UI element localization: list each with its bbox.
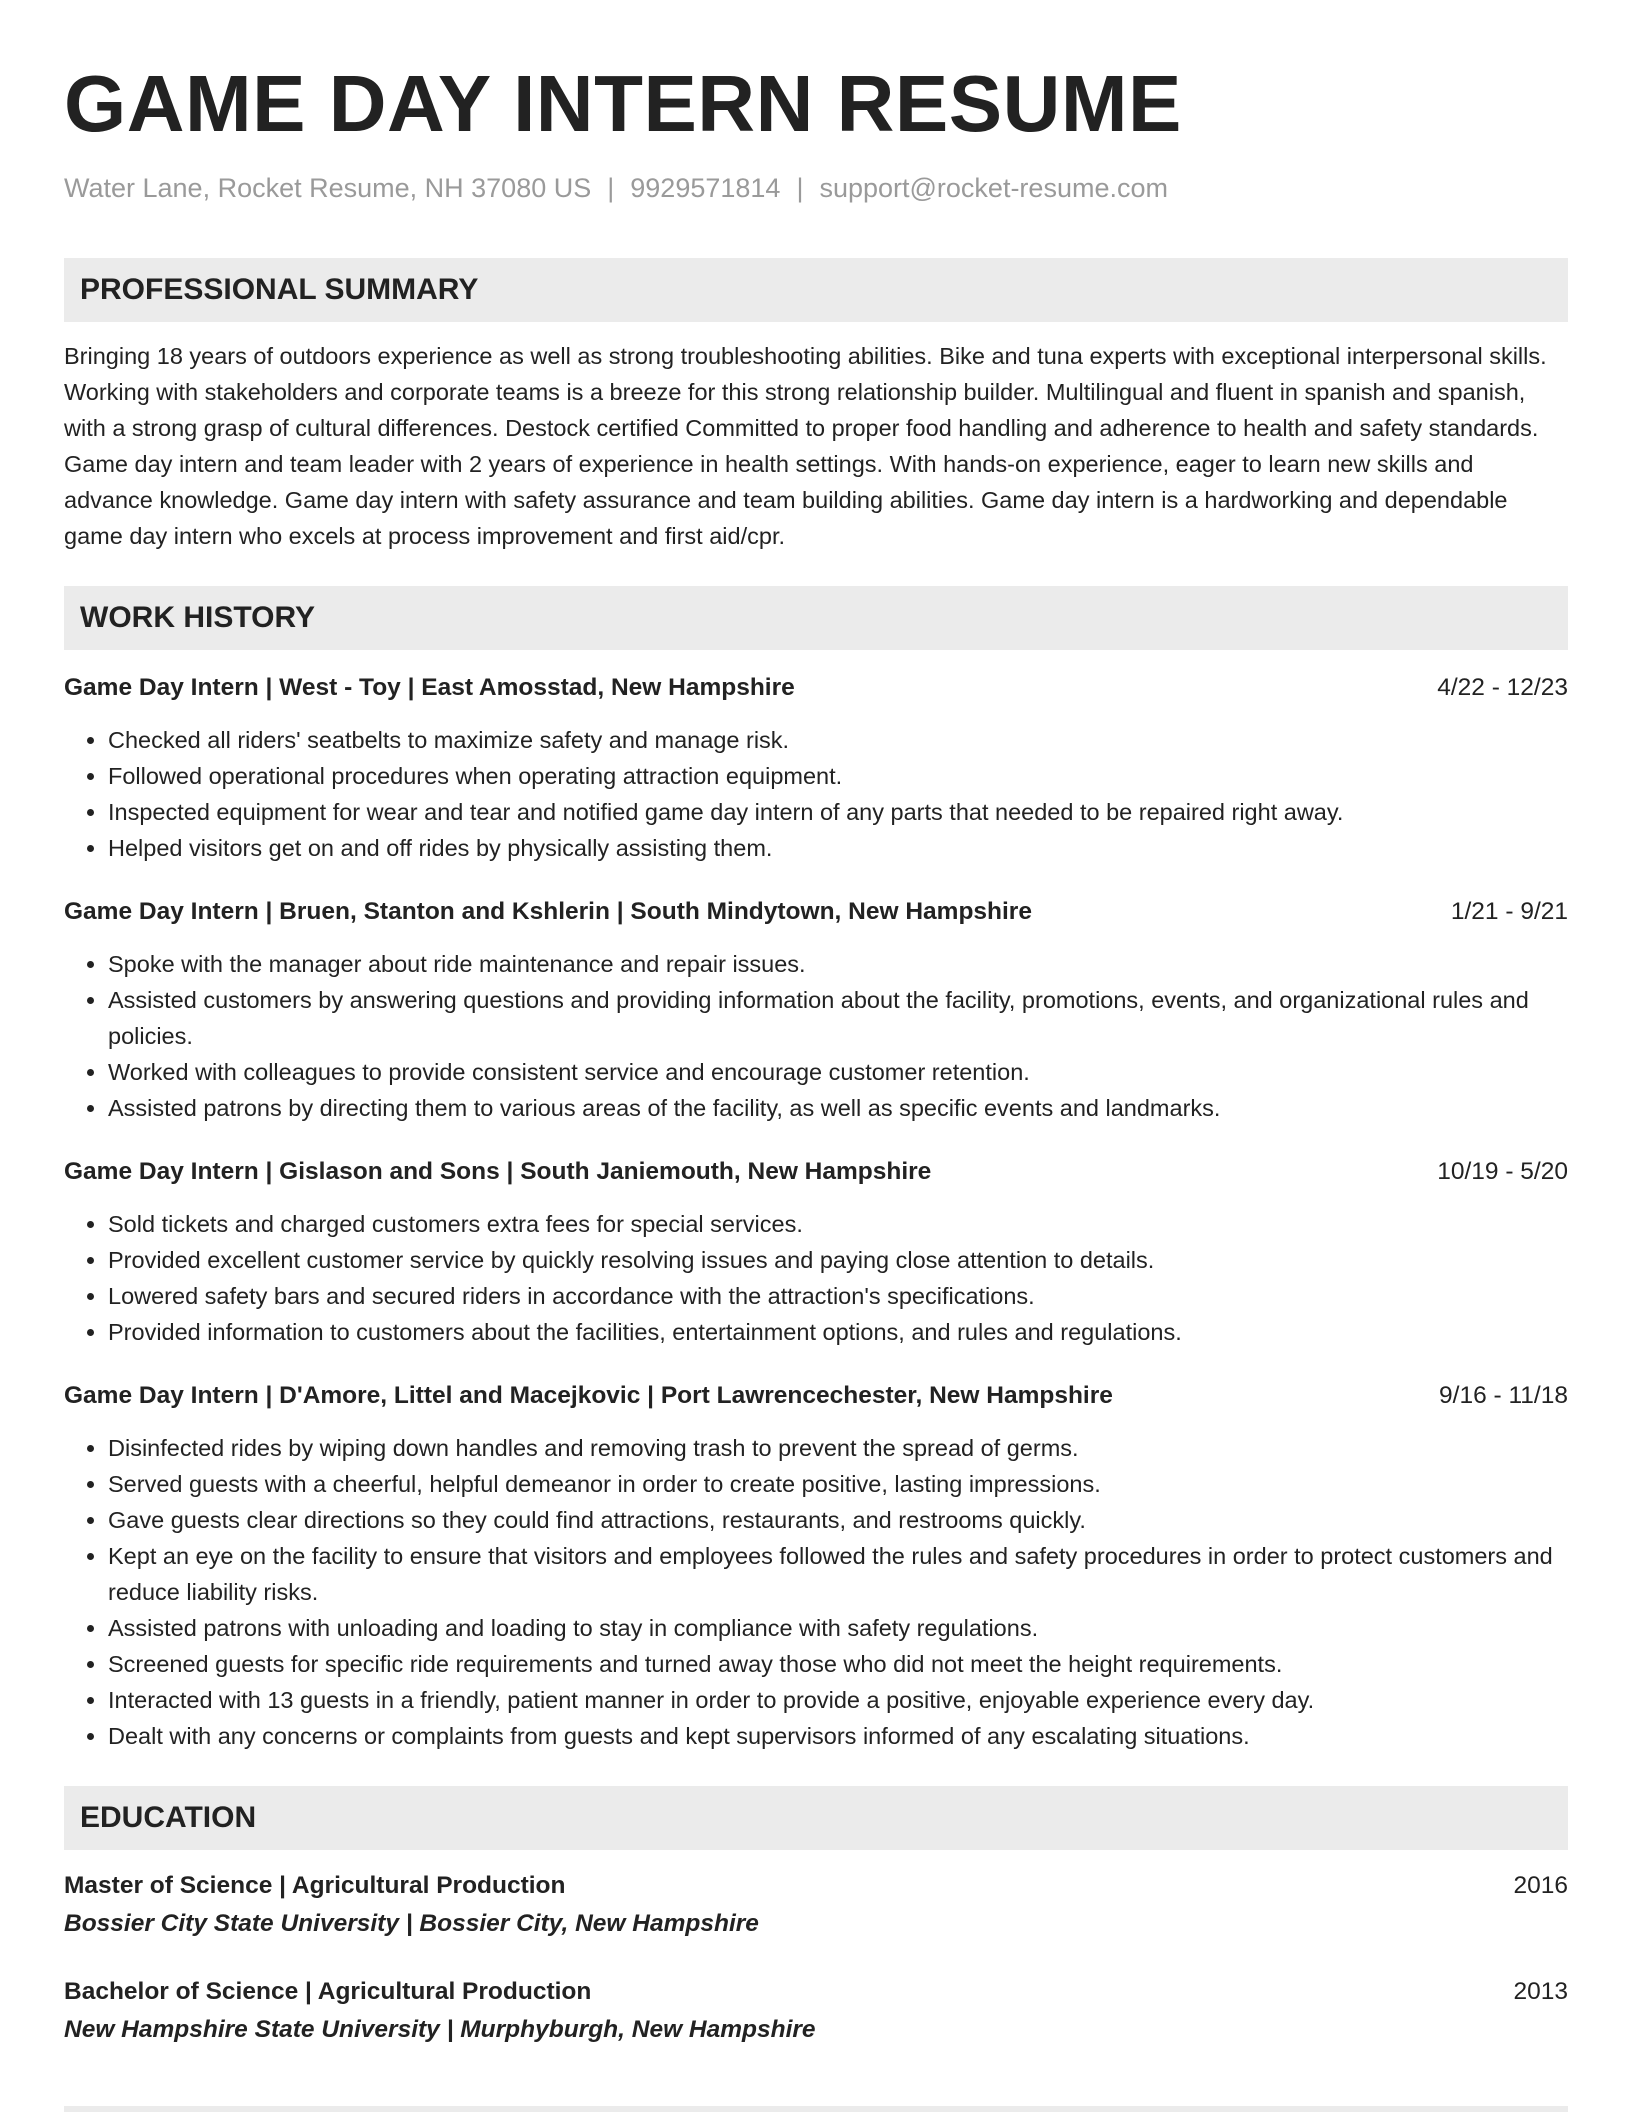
- education-entry: [64, 1974, 1568, 2050]
- education-year: 2016: [1513, 1872, 1568, 1899]
- job-dates: 1/21 - 9/21: [1450, 898, 1568, 925]
- contact-line: [64, 170, 1568, 206]
- job-bullets: [64, 1206, 1568, 1350]
- job-entry: [64, 894, 1568, 1126]
- section-header-summary: PROFESSIONAL SUMMARY: [64, 258, 1568, 322]
- job-dates: 9/16 - 11/18: [1439, 1382, 1568, 1409]
- job-dates: 10/19 - 5/20: [1437, 1158, 1568, 1185]
- contact-separator: |: [796, 173, 804, 203]
- job-bullet: • Spoke with the manager about ride maintenance and repair issues.: [108, 946, 1568, 982]
- job-bullet: • Lowered safety bars and secured riders in accordance with the attraction's specifications.: [108, 1278, 1568, 1314]
- job-bullet: • Kept an eye on the facility to ensure that visitors and employees followed the rules and safety procedures in order to protect customers and reduce liability risks.: [108, 1538, 1568, 1610]
- job-bullet: • Assisted patrons with unloading and loading to stay in compliance with safety regulations.: [108, 1610, 1568, 1646]
- job-title: Game Day Intern | Bruen, Stanton and Kshlerin | South Mindytown, New Hampshire: [64, 898, 1032, 925]
- job-bullet: • Worked with colleagues to provide consistent service and encourage customer retention.: [108, 1054, 1568, 1090]
- job-header: [64, 894, 1568, 930]
- job-bullet: • Assisted patrons by directing them to various areas of the facility, as well as specific events and landmarks.: [108, 1090, 1568, 1126]
- education-degree: Bachelor of Science | Agricultural Production: [64, 1978, 592, 2005]
- summary-text: Bringing 18 years of outdoors experience as well as strong troubleshooting abilities. Bike and tuna experts with exceptional interpersonal skills. Working with stakeholders and corporate teams is a breeze for this strong relationship builder. Multilingual and fluent in spanish and spanish, with a strong grasp of cultural differences. Destock certified Committed to proper food handling and adherence to health and safety standards. Game day intern and team leader with 2 years of experience in health settings. With hands-on experience, eager to learn new skills and advance knowledge. Game day intern with safety assurance and team building abilities. Game day intern is a hardworking and dependable game day intern who excels at process improvement and first aid/cpr.: [64, 343, 1547, 549]
- job-bullet: • Gave guests clear directions so they could find attractions, restaurants, and restrooms quickly.: [108, 1502, 1568, 1538]
- job-title: Game Day Intern | Gislason and Sons | South Janiemouth, New Hampshire: [64, 1158, 932, 1185]
- job-entry: [64, 670, 1568, 866]
- job-bullets: [64, 722, 1568, 866]
- job-bullets: [64, 946, 1568, 1126]
- contact-email: support@rocket-resume.com: [819, 173, 1168, 203]
- job-title: Game Day Intern | D'Amore, Littel and Macejkovic | Port Lawrencechester, New Hampshire: [64, 1382, 1113, 1409]
- section-header-work-history: WORK HISTORY: [64, 586, 1568, 650]
- job-entry: [64, 1378, 1568, 1754]
- job-bullet: • Dealt with any concerns or complaints from guests and kept supervisors informed of any escalating situations.: [108, 1718, 1568, 1754]
- job-entry: [64, 1154, 1568, 1350]
- job-bullets: [64, 1430, 1568, 1754]
- job-bullet: • Screened guests for specific ride requirements and turned away those who did not meet the height requirements.: [108, 1646, 1568, 1682]
- job-title: Game Day Intern | West - Toy | East Amosstad, New Hampshire: [64, 674, 795, 701]
- job-bullet: • Helped visitors get on and off rides by physically assisting them.: [108, 830, 1568, 866]
- job-bullet: • Provided excellent customer service by quickly resolving issues and paying close attention to details.: [108, 1242, 1568, 1278]
- education-header: [64, 1974, 1568, 2010]
- job-bullet: • Interacted with 13 guests in a friendly, patient manner in order to provide a positive, enjoyable experience every day.: [108, 1682, 1568, 1718]
- education-school: New Hampshire State University | Murphyburgh, New Hampshire: [64, 2016, 816, 2043]
- contact-separator: |: [607, 173, 615, 203]
- job-bullet: • Assisted customers by answering questions and providing information about the facility, promotions, events, and organizational rules and policies.: [108, 982, 1568, 1054]
- education-degree: Master of Science | Agricultural Production: [64, 1872, 566, 1899]
- contact-address: Water Lane, Rocket Resume, NH 37080 US: [64, 173, 592, 203]
- job-header: [64, 670, 1568, 706]
- job-bullet: • Served guests with a cheerful, helpful demeanor in order to create positive, lasting impressions.: [108, 1466, 1568, 1502]
- resume-title: GAME DAY INTERN RESUME: [64, 59, 1182, 148]
- job-bullet: • Inspected equipment for wear and tear and notified game day intern of any parts that needed to be repaired right away.: [108, 794, 1568, 830]
- section-header-education: EDUCATION: [64, 1786, 1568, 1850]
- job-bullet: • Sold tickets and charged customers extra fees for special services.: [108, 1206, 1568, 1242]
- education-school: Bossier City State University | Bossier City, New Hampshire: [64, 1910, 759, 1937]
- job-bullet: • Checked all riders' seatbelts to maximize safety and manage risk.: [108, 722, 1568, 758]
- education-entry: [64, 1868, 1568, 1944]
- job-bullet: • Followed operational procedures when operating attraction equipment.: [108, 758, 1568, 794]
- education-year: 2013: [1513, 1978, 1568, 2005]
- job-bullet: • Disinfected rides by wiping down handles and removing trash to prevent the spread of germs.: [108, 1430, 1568, 1466]
- job-header: [64, 1154, 1568, 1190]
- education-header: [64, 1868, 1568, 1904]
- job-bullet: • Provided information to customers about the facilities, entertainment options, and rules and regulations.: [108, 1314, 1568, 1350]
- job-dates: 4/22 - 12/23: [1437, 674, 1568, 701]
- next-section-header-edge: [64, 2106, 1568, 2112]
- contact-phone: 9929571814: [630, 173, 781, 203]
- job-header: [64, 1378, 1568, 1414]
